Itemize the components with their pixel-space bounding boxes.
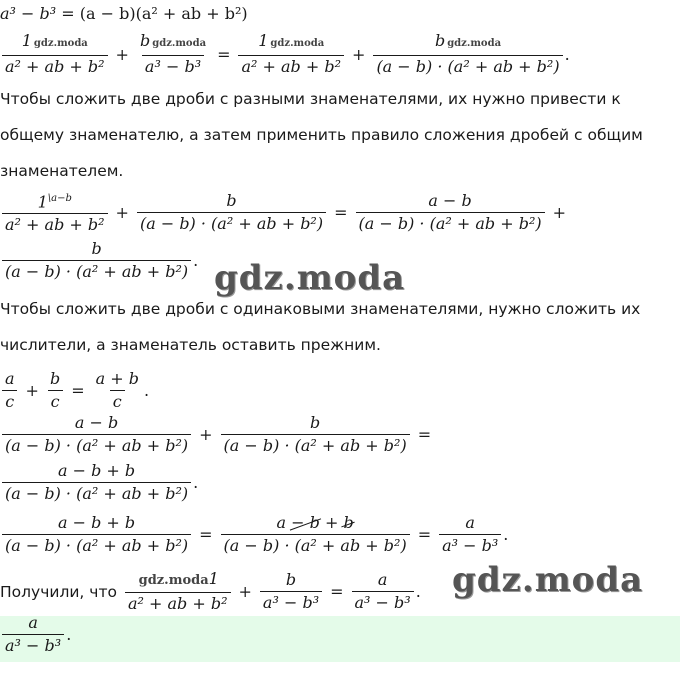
cancelled-term: b xyxy=(343,513,354,532)
watermark-small: gdz.moda xyxy=(447,38,502,49)
numerator-part: a xyxy=(276,513,292,532)
equals-sign: = xyxy=(199,525,213,544)
denominator: (a − b) · (a² + ab + b²) xyxy=(137,212,326,235)
denominator: a³ − b³ xyxy=(260,591,322,614)
step2-formula xyxy=(0,188,572,236)
denominator: a² + ab + b² xyxy=(125,592,231,615)
identity-rhs: = (a − b)(a² + ab + b²) xyxy=(61,4,248,23)
plus-sign: + xyxy=(25,381,39,400)
numerator: b xyxy=(434,31,446,50)
plus-sign: + xyxy=(115,202,129,222)
period: . xyxy=(193,473,199,492)
denominator: a³ − b³ xyxy=(352,591,414,614)
fraction xyxy=(439,512,501,557)
period: . xyxy=(193,251,199,270)
additional-multiplier: \a−b xyxy=(47,193,72,204)
denominator: a² + ab + b² xyxy=(238,55,344,78)
fraction xyxy=(137,30,209,78)
step2-formula-cont xyxy=(0,238,198,283)
numerator: 1 xyxy=(21,31,32,50)
fraction xyxy=(373,30,562,78)
step3-formula xyxy=(0,412,437,457)
denominator: a³ − b³ xyxy=(142,55,204,78)
numerator: a + b xyxy=(95,369,139,388)
denominator: (a − b) · (a² + ab + b²) xyxy=(373,55,562,78)
numerator: a − b + b xyxy=(57,513,136,532)
explanation-line: Чтобы сложить две дроби с разными знаменателями, их нужно привести к xyxy=(0,90,621,108)
fraction xyxy=(260,569,322,614)
explanation-line: общему знаменателю, а затем применить правило сложения дробей с общим xyxy=(0,126,643,144)
numerator xyxy=(274,512,357,534)
numerator: a − b xyxy=(428,190,472,210)
numerator: a − b xyxy=(74,413,119,432)
cancelled-term: − b xyxy=(291,513,320,532)
denominator: a³ − b³ xyxy=(439,534,501,557)
fraction xyxy=(2,512,191,557)
step3-formula-cont xyxy=(0,460,198,505)
plus-sign: + xyxy=(552,202,567,222)
fraction xyxy=(352,569,414,614)
numerator: b xyxy=(49,369,61,388)
denominator: a³ − b³ xyxy=(2,634,64,657)
denominator: c xyxy=(48,390,63,413)
numerator: a − b + b xyxy=(57,461,136,480)
denominator: (a − b) · (a² + ab + b²) xyxy=(2,434,191,457)
watermark-large: gdz.moda xyxy=(452,560,644,600)
watermark-small: gdz.moda xyxy=(33,38,88,49)
identity-formula xyxy=(0,4,248,23)
watermark-small: gdz.moda xyxy=(152,38,207,49)
denominator: (a − b) · (a² + ab + b²) xyxy=(356,212,545,235)
numerator: a xyxy=(28,613,38,632)
fraction xyxy=(2,188,108,236)
fraction xyxy=(221,512,410,557)
result-label: Получили, что xyxy=(0,582,117,601)
explanation-line: числители, а знаменатель оставить прежним. xyxy=(0,336,381,354)
period: . xyxy=(564,44,570,64)
fraction xyxy=(125,568,231,615)
numerator: a xyxy=(5,369,15,388)
denominator: (a − b) · (a² + ab + b²) xyxy=(2,260,191,283)
period: . xyxy=(503,525,509,544)
denominator: a² + ab + b² xyxy=(2,55,108,78)
plus-sign: + xyxy=(199,425,213,444)
step1-formula xyxy=(0,30,570,78)
fraction xyxy=(356,190,545,235)
fraction xyxy=(47,368,63,413)
denominator: a² + ab + b² xyxy=(2,213,108,236)
numerator: 1 xyxy=(208,569,219,588)
period: . xyxy=(415,582,421,601)
denominator: (a − b) · (a² + ab + b²) xyxy=(2,534,191,557)
addition-rule-formula xyxy=(0,368,149,413)
answer-formula xyxy=(0,612,71,657)
fraction xyxy=(2,30,108,78)
fraction xyxy=(137,190,326,235)
watermark-small: gdz.moda xyxy=(270,38,325,49)
fraction xyxy=(2,460,191,505)
plus-sign: + xyxy=(352,44,366,64)
numerator: 1 xyxy=(37,192,48,212)
numerator-part: + xyxy=(319,513,344,532)
denominator: (a − b) · (a² + ab + b²) xyxy=(2,482,191,505)
fraction xyxy=(2,238,191,283)
explanation-line: Чтобы сложить две дроби с одинаковыми знаменателями, нужно сложить их xyxy=(0,300,641,318)
equals-sign: = xyxy=(330,582,344,601)
numerator: a xyxy=(377,570,388,589)
fraction xyxy=(93,368,142,413)
equals-sign: = xyxy=(217,44,231,64)
numerator: a xyxy=(465,513,475,532)
denominator: (a − b) · (a² + ab + b²) xyxy=(221,434,410,457)
fraction xyxy=(238,30,344,78)
equals-sign: = xyxy=(71,381,85,400)
numerator: b xyxy=(285,570,297,589)
fraction xyxy=(221,412,410,457)
explanation-line: знаменателем. xyxy=(0,162,124,180)
plus-sign: + xyxy=(115,44,129,64)
period: . xyxy=(66,625,72,644)
fraction xyxy=(2,368,18,413)
result-formula xyxy=(0,568,421,615)
denominator: c xyxy=(2,390,17,413)
denominator: (a − b) · (a² + ab + b²) xyxy=(221,534,410,557)
numerator: 1 xyxy=(258,31,269,50)
equals-sign: = xyxy=(417,425,432,444)
identity-lhs: a³ − b³ xyxy=(0,4,57,23)
numerator: b xyxy=(309,413,321,432)
fraction xyxy=(2,612,64,657)
answer-box xyxy=(0,616,680,662)
fraction xyxy=(2,412,191,457)
numerator: b xyxy=(139,31,151,50)
plus-sign: + xyxy=(238,582,252,601)
watermark-small: gdz.moda xyxy=(138,573,209,588)
step4-formula xyxy=(0,512,508,557)
numerator: b xyxy=(226,190,237,210)
equals-sign: = xyxy=(334,202,348,222)
equals-sign: = xyxy=(417,525,432,544)
denominator: c xyxy=(110,390,125,413)
period: . xyxy=(143,381,150,400)
watermark-large: gdz.moda xyxy=(214,258,406,298)
numerator: b xyxy=(91,239,102,258)
